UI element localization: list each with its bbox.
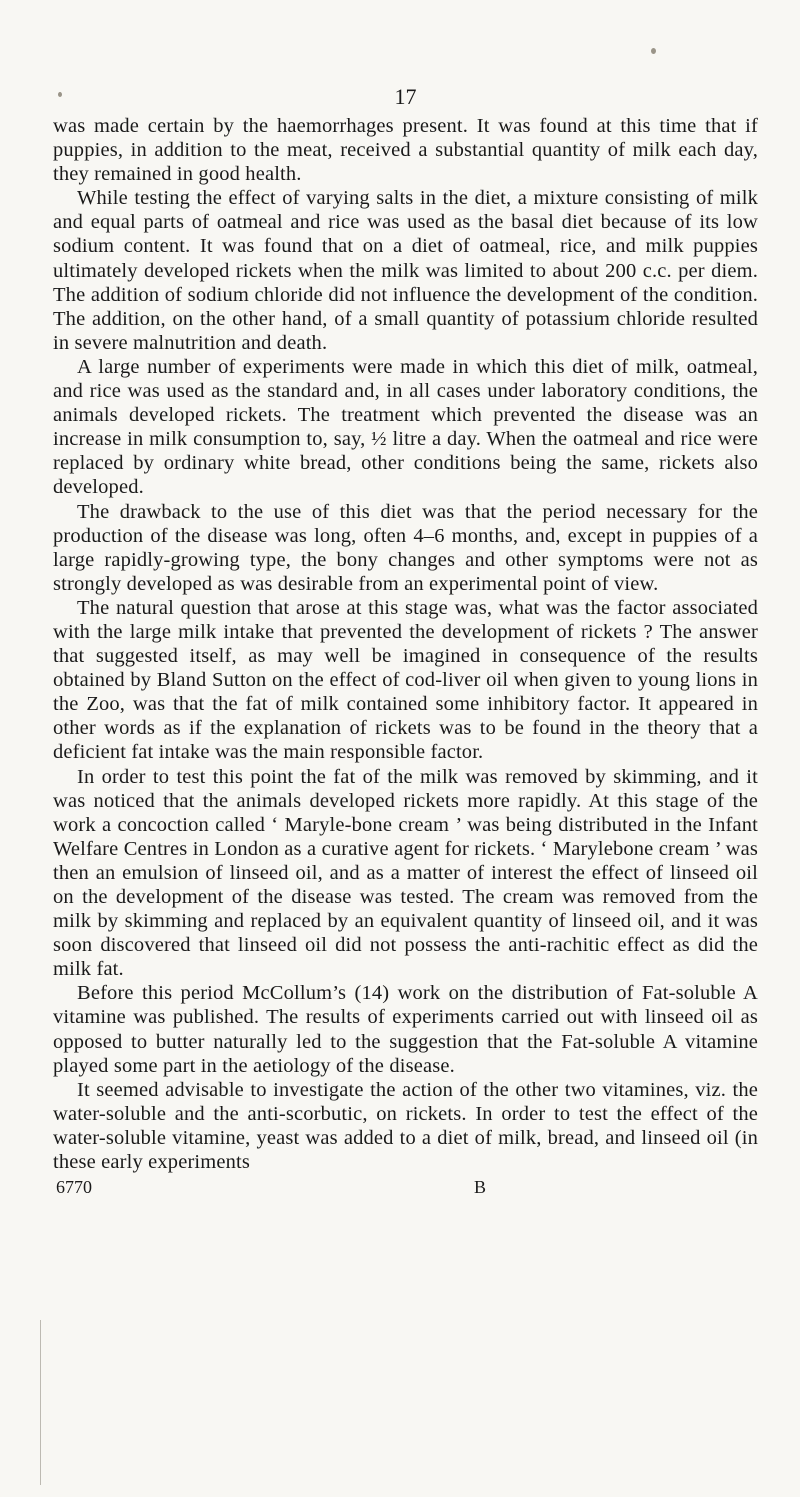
page [53, 80, 758, 1198]
paragraph: It seemed advisable to investigate the action of the other two vitamines, viz. the water-soluble and the anti-scorbutic, on rickets. In order to test the effect of the water-soluble vitamine, yeast was added to a diet of milk, bread, and linseed oil (in these early experiments [53, 1078, 758, 1174]
paragraph: The drawback to the use of this diet was that the period necessary for the production of the disease was long, often 4–6 months, and, except in puppies of a large rapidly-growing type, the bony changes and other symptoms were not as strongly developed as was desirable from an experimental point of view. [53, 500, 758, 595]
signature-number: 6770 [56, 1177, 92, 1198]
signature-letter: B [473, 1177, 486, 1198]
page-number: 17 [394, 84, 417, 109]
paragraph: Before this period McCollum’s (14) work on the distribution of Fat-soluble A vitamine was published. The results of experiments carried out with linseed oil as opposed to butter naturally led to the suggestion that the Fat-soluble A vitamine played some part in the aetiology of the disease. [53, 982, 758, 1077]
print-speck [651, 48, 656, 54]
margin-shadow [40, 1320, 41, 1485]
paragraph: A large number of experiments were made in which this diet of milk, oatmeal, and rice was used as the standard and, in all cases under laboratory conditions, the animals developed rickets. The treatment which prevented the disease was an increase in milk consumption to, say, ½ litre a day. When the oatmeal and rice were replaced by ordinary white bread, other conditions being the same, rickets also developed. [53, 355, 758, 499]
paragraph: was made certain by the haemorrhages present. It was found at this time that if puppies, in addition to the meat, received a substantial quantity of milk each day, they remained in good health. [53, 115, 758, 186]
paragraph: While testing the effect of varying salts in the diet, a mixture consisting of milk and equal parts of oatmeal and rice was used as the basal diet because of its low sodium content. It was found that on a diet of oatmeal, rice, and milk puppies ultimately developed rickets when the milk was limited to about 200 c.c. per diem. The addition of sodium chloride did not influence the development of the condition. The addition, on the other hand, of a small quantity of potassium chloride resulted in severe malnutrition and death. [53, 187, 758, 354]
body-text [53, 114, 758, 1174]
paragraph: The natural question that arose at this stage was, what was the factor associated with the large milk intake that prevented the development of rickets ? The answer that suggested itself, as may well be imagined in consequence of the results obtained by Bland Sutton on the effect of cod-liver oil when given to young lions in the Zoo, was that the fat of milk contained some inhibitory factor. It appeared in other words as if the explanation of rickets was to be found in the theory that a deficient fat intake was the main responsible factor. [53, 596, 758, 764]
paragraph: In order to test this point the fat of the milk was removed by skimming, and it was noticed that the animals developed rickets more rapidly. At this stage of the work a concoction called ‘ Maryle-bone cream ’ was being distributed in the Infant Welfare Centres in London as a curative agent for rickets. ‘ Marylebone cream ’ was then an emulsion of linseed oil, and as a matter of interest the effect of linseed oil on the development of the disease was tested. The cream was removed from the milk by skimming and replaced by an equivalent quantity of linseed oil, and it was soon discovered that linseed oil did not possess the anti-rachitic effect as did the milk fat. [53, 765, 758, 981]
signature-line [56, 1176, 486, 1198]
